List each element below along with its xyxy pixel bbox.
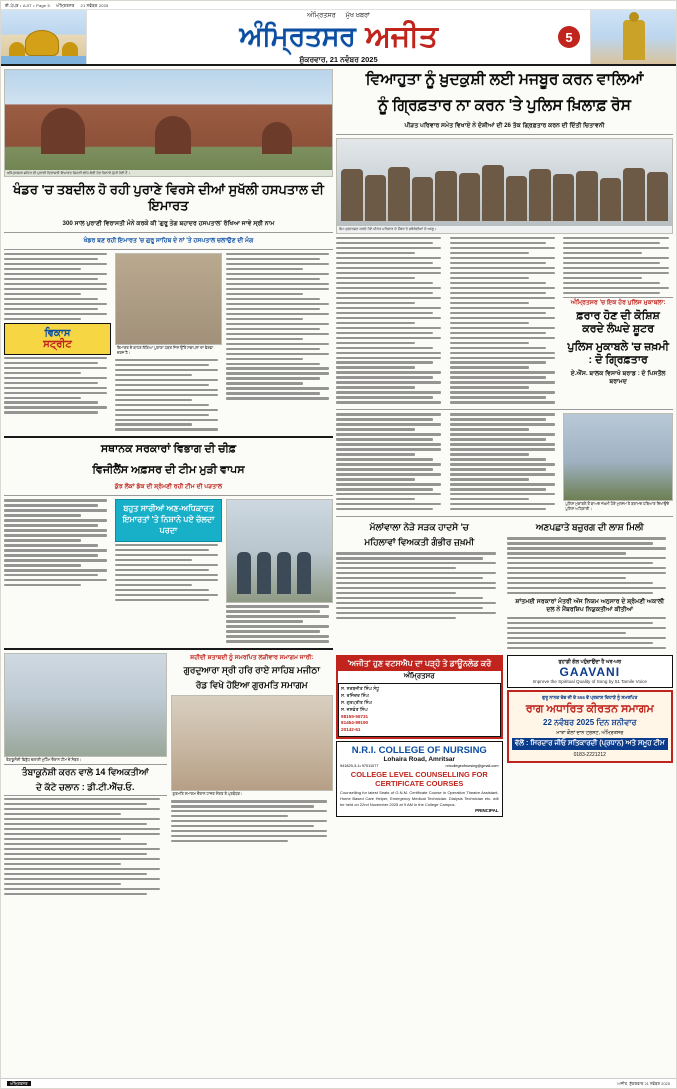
ad-nri-contact-left[interactable]: 941829-3-1• 97011077 — [340, 764, 379, 769]
topstrip-left: ਈ-ਪੇਪਰ • AJIT • Page 5 — [5, 2, 50, 8]
ad-whatsapp-subscribe[interactable] — [336, 655, 503, 739]
gurmat-samagam-photo — [171, 695, 334, 791]
footer-left: ਅੰਮ੍ਰਿਤਸਰ — [7, 1081, 31, 1086]
story2-text-column-2 — [115, 499, 222, 645]
right-lower-col2 — [507, 520, 674, 652]
masthead-sub-right: ਮੁੱਖ ਖ਼ਬਰਾਂ — [345, 11, 370, 19]
protest-crowd-photo — [336, 138, 673, 234]
right-column — [336, 69, 673, 898]
page-number-badge: 5 — [558, 26, 580, 48]
ad-gaavani-brand: GAAVANI — [559, 664, 621, 679]
ads-right — [507, 655, 674, 817]
sants-headline-line1: ਗੁਰਦੁਆਰਾ ਸ੍ਰੀ ਹਰਿ ਰਾਏ ਸਾਹਿਬ ਮਜੀਠਾ — [183, 665, 320, 676]
masthead-city: ਅੰਮ੍ਰਿਤਸਰ — [239, 20, 356, 51]
right-text-column-2 — [450, 237, 560, 406]
police-headline-line1: ਫ਼ਰਾਰ ਹੋਣ ਦੀ ਕੋਸ਼ਿਸ਼ ਕਰਦੇ ਲੰਘਦੇ ਸ਼ੂਟਰ — [576, 309, 660, 336]
ad-kirtan-phones[interactable]: 0183-2221212 — [573, 752, 606, 759]
contact-phone-1[interactable]: 98159-55731 — [341, 713, 369, 719]
lead-body — [336, 237, 673, 406]
story2-kicker: ਕੁੱਝ ਲੋਕਾਂ ਡੱਕ ਦੀ ਸ਼੍ਰੋਮਣੀ ਰਹੀ ਟੀਮ ਦੀ ਪੜਤਾਲ — [114, 483, 223, 491]
ad-kirtan-title: ਰਾਗ ਅਧਾਰਿਤ ਕੀਰਤਨ ਸਮਾਗਮ — [525, 703, 654, 716]
police-photo-caption: ਪੁਲਿਸ ਮੁਕਾਬਲੇ ਤੋਂ ਬਾਅਦ ਜ਼ਖ਼ਮੀ ਹੋਏ ਮੁਲਜ਼ਮ ਤੇ ਬਰਾਮਦ ਹਥਿਆਰ ਦਿਖਾਉਂਦੇ ਪੁਲਿਸ ਅਧਿਕਾਰੀ। — [565, 502, 670, 512]
heritage-building-photo — [4, 69, 333, 177]
ad-kirtan-date: 22 ਨਵੰਬਰ 2025 ਦਿਨ ਸ਼ਨੀਵਾਰ — [543, 718, 637, 728]
footer-right: ਅਜੀਤ, ਸ਼ੁੱਕਰਵਾਰ 21 ਨਵੰਬਰ 2025 — [617, 1081, 670, 1086]
left-lead-deck: 300 ਸਾਲ ਪੁਰਾਣੀ ਵਿਰਾਸਤੀ ਮੰਨੇ ਕਰਕੇ ਕੀ 'ਗੁਰੂ ਤੇਗ ਬਹਾਦਰ ਹਸਪਤਾਲ' ਰੱਖਿਆ ਜਾਵੇ ਸ੍ਰੀ ਨਾਮ — [62, 219, 275, 227]
group-photo-caption: ਤੰਬਾਕੂਨੋਸ਼ੀ ਵਿਰੁੱਧ ਚਲਾਈ ਮੁਹਿੰਮ ਦੌਰਾਨ ਟੀਮ ਦੇ ਮੈਂਬਰ। — [6, 758, 82, 763]
bottom-left-col2 — [171, 653, 334, 898]
text-column-2 — [115, 253, 222, 434]
police-team-photo — [226, 499, 333, 603]
short-story2-headline: ਸ਼ਾਂਤਮਈ ਸਰਕਾਰਾਂ ਮੰਤਰੀ ਅੱਜ ਨਿਯਮ ਅਨੁਸਾਰ ਦੇ ਸ਼੍ਰੋਮਣੀ ਅਕਾਲੀ ਦਲ ਨੇ ਮੈਂਬਰਸ਼ਿਪ ਨਿਯੁਕਤੀਆਂ ਕੀਤੀਆਂ — [515, 597, 665, 614]
lead-headline-line2: ਨੂੰ ਗ੍ਰਿਫ਼ਤਾਰ ਨਾ ਕਰਨ 'ਤੇ ਪੁਲਿਸ ਖ਼ਿਲਾਫ਼ ਰੋਸ — [378, 96, 631, 114]
protest-photo-caption: ਰੋਸ ਪ੍ਰਦਰਸ਼ਨ ਕਰਦੇ ਹੋਏ ਪੀੜਤ ਪਰਿਵਾਰ ਦੇ ਮੈਂਬਰ ਤੇ ਜਥੇਬੰਦੀਆਂ ਦੇ ਆਗੂ। — [337, 226, 672, 232]
sants-headline-line2: ਰੋਡ ਵਿਖੇ ਹੋਇਆ ਗੁਰਮਤਿ ਸਮਾਗਮ — [195, 680, 308, 691]
ad-nri-signature: PRINCIPAL — [475, 807, 499, 813]
ad-gaavani[interactable] — [507, 655, 674, 688]
contact-name-4: ਸ. ਜਸਵੰਤ ਸਿੰਘ — [341, 706, 368, 712]
ad-vikas-street[interactable] — [4, 323, 111, 355]
ad-vikas-line2: ਸਟ੍ਰੀਟ — [43, 338, 72, 350]
ad-nri-contact-right[interactable]: nricollegeofnursing@gmail.com — [445, 764, 499, 769]
accident-headline-line1: ਮੱਲਾਂਵਾਲਾ ਨੇੜੇ ਸੜਕ ਹਾਦਸੇ 'ਚ — [369, 522, 469, 533]
police-headline-line2: ਪੁਲਿਸ ਮੁਕਾਬਲੇ 'ਚ ਜ਼ਖ਼ਮੀ : ਦੋ ਗ੍ਰਿਫ਼ਤਾਰ — [567, 340, 669, 366]
police-text-column-2 — [450, 413, 560, 513]
accident-headline-line2: ਮਹਿਲਾਵਾਂ ਵਿਅਕਤੀ ਗੰਭੀਰ ਜ਼ਖ਼ਮੀ — [364, 537, 475, 548]
ad-nri-college[interactable] — [336, 741, 503, 816]
bottom-left-group — [4, 653, 333, 898]
golden-temple-photo — [1, 10, 87, 64]
contact-phone-3[interactable]: 20142-61 — [341, 727, 361, 733]
right-lower-col1 — [336, 520, 503, 652]
page-body — [1, 66, 676, 901]
sants-photo-caption: ਗੁਰਮਤਿ ਸਮਾਗਮ ਦੌਰਾਨ ਹਾਜ਼ਰ ਸੰਗਤ ਤੇ ਪ੍ਰਬੰਧਕ। — [172, 792, 243, 797]
bottom-left-col1 — [4, 653, 167, 898]
ad-whatsapp-title: 'ਅਜੀਤ' ਹੁਣ ਵਟਸਐਪ ਦਾ ਪੜ੍ਹੋ ਤੇ ਡਾਊਨਲੋਡ ਕਰੋ — [338, 657, 501, 671]
story3-headline-line1: ਤੰਬਾਕੂਨੋਸ਼ੀ ਕਰਨ ਵਾਲੇ 14 ਵਿਅਕਤੀਆਂ — [21, 767, 149, 778]
lead-headline-line1: ਵਿਆਹੁਤਾ ਨੂੰ ਖ਼ੁਦਕੁਸ਼ੀ ਲਈ ਮਜਬੂਰ ਕਰਨ ਵਾਲਿਆਂ — [365, 71, 644, 88]
police-bullet: ਏ.ਐੱਸ. ਬਾਲਕ ਵਿਸਾਖੋ ਬਰਾਡ : ਦੋ ਪਿਸਤੌਲ ਬਰਾਮਦ — [570, 370, 666, 386]
page-footer — [1, 1078, 676, 1088]
right-text-column-1 — [336, 237, 446, 406]
heritage-photo-caption: ਅੰਮ੍ਰਿਤਸਰ ਸ਼ਹਿਰ ਦੀ ਪੁਰਾਣੀ ਵਿਰਾਸਤੀ ਇਮਾਰਤ ਜਿਹੜੀ ਢਹਿ-ਢੇਰੀ ਹੋਣ ਕਿਨਾਰੇ ਪੁੱਜੀ ਹੋਈ ਹੈ। — [5, 170, 332, 176]
contact-name-3: ਸ. ਗੁਰਪ੍ਰੀਤ ਸਿੰਘ — [341, 699, 373, 705]
left-lead-headline: ਖੰਡਰ 'ਚ ਤਬਦੀਲ ਹੋ ਰਹੀ ਪੁਰਾਣੇ ਵਿਰਸੇ ਦੀਆਂ ਸੁਖੱਲੀ ਹਸਪਤਾਲ ਦੀ ਇਮਾਰਤ — [13, 182, 324, 213]
top-info-strip — [1, 1, 676, 10]
story3-headline-line2: ਦੇ ਕੱਟੇ ਚਲਾਨ : ਡੀ.ਟੀ.ਐੱਚ.ਓ. — [36, 782, 135, 793]
ad-gaavani-line1: ਤੁਹਾਡੀ ਗੱਲ ਪਹੁੰਚਾਉਂਦਾ ਹੈ ਘਰ-ਘਰ — [558, 658, 622, 665]
masthead-date: ਸ਼ੁੱਕਰਵਾਰ, 21 ਨਵੰਬਰ 2025 — [299, 54, 378, 64]
text-column-3 — [226, 253, 333, 434]
left-column — [4, 69, 333, 898]
ads-left — [336, 655, 503, 817]
ad-whatsapp-city: ਅੰਮ੍ਰਿਤਸਰ — [403, 672, 435, 680]
plaque-photo — [115, 253, 222, 345]
left-lead-strapline: ਖੰਡਰ ਬਣ ਰਹੀ ਇਮਾਰਤ 'ਚ ਗੁਰੂ ਸਾਹਿਬ ਦੇ ਨਾਂ 'ਤੇ ਹਸਪਤਾਲ ਚਲਾਉਣ ਦੀ ਮੰਗ — [83, 236, 254, 244]
lead-deck: ਪੀੜਤ ਪਰਿਵਾਰ ਸਮੇਤ ਵਿਖਾਏ ਨੇ ਦੋਸ਼ੀਆਂ ਦੀ 26 ਤੱਕ ਗ੍ਰਿਫ਼ਤਾਰ ਕਰਨ ਦੀ ਦਿੱਤੀ ਚਿਤਾਵਨੀ — [404, 121, 605, 129]
masthead-paper-name: ਅਜੀਤ — [365, 19, 438, 53]
story2-text-column-3 — [226, 499, 333, 645]
masthead — [1, 10, 676, 66]
ad-kirtan-top: ਗੁਰੂ ਨਾਨਕ ਦੇਵ ਜੀ ਦੇ 556 ਵੇਂ ਪ੍ਰਕਾਸ਼ ਦਿਹਾੜੇ ਨੂੰ ਸਮਰਪਿਤ — [542, 694, 638, 700]
contact-phone-2[interactable]: 81464-89190 — [341, 720, 369, 726]
police-officers-photo — [563, 413, 673, 501]
ad-gaavani-tagline: Improve the Spiritual Quality of Song by 51 Tamile Voice — [532, 678, 647, 684]
ad-nri-title: N.R.I. COLLEGE OF NURSING — [351, 745, 487, 757]
ad-illegal-buildings[interactable]: ਬਹੁਤ ਸਾਰੀਆਂ ਅਣ-ਅਧਿਕਾਰਤ ਇਮਾਰਤਾਂ 'ਤੇ ਨਿਸ਼ਾਨੇ ਪਏ ਚੱਲਦਾ ਪਰਦਾ — [115, 499, 222, 541]
police-text-column-1 — [336, 413, 446, 513]
story2-text-column-1 — [4, 499, 111, 645]
police-story-kicker: ਅੰਮ੍ਰਿਤਸਰ 'ਚ ਇਕ ਹੋਰ ਪੁਲਿਸ ਮੁਕਾਬਲਾ: — [570, 298, 666, 306]
right-lower-group — [336, 520, 673, 652]
police-body — [336, 413, 673, 513]
right-text-column-3 — [563, 237, 673, 406]
plaque-photo-caption: ਇਮਾਰਤ ਦੇ ਬਾਹਰ ਲੱਗਿਆ ਪੁਰਾਣਾ ਪੱਥਰ ਜਿਸ ਉੱਤੇ ਸਥਾਪਨਾ ਦਾ ਵੇਰਵਾ ਦਰਜ ਹੈ। — [117, 345, 214, 355]
contact-name-2: ਸ. ਰਜਿੰਦਰ ਸਿੰਘ — [341, 692, 370, 698]
sants-kicker: ਸ਼ਹੀਦੀ ਸ਼ਤਾਬਦੀ ਨੂੰ ਸਮਰਪਿਤ ਲੜੀਵਾਰ ਸਮਾਗਮ ਜਾਰੀ: — [190, 654, 314, 662]
antitobacco-group-photo — [4, 653, 167, 757]
story2-headline-line1: ਸਥਾਨਕ ਸਰਕਾਰਾਂ ਵਿਭਾਗ ਦੀ ਚੀਫ਼ — [100, 443, 237, 456]
masthead-sub-left: ਅੰਮ੍ਰਿਤਸਰ — [307, 11, 336, 19]
ad-kirtan-venue: ਮਾਤਾ ਕੌਲਾਂ ਦਾਨ ਟ੍ਰਸਟ, ਅੰਮ੍ਰਿਤਸਰ — [556, 730, 624, 737]
ad-nri-banner: COLLEGE LEVEL COUNSELLING FOR CERTIFICATE COURSES — [350, 770, 488, 789]
ad-whatsapp-contacts — [338, 683, 501, 737]
ad-kirtan-footer: ਵੱਲੋਂ : ਸਿਰਦਾਰ ਜੀਓ ਸਤਿਕਾਰਦੀ (ਪ੍ਰਧਾਨ) ਅਤੇ ਸਮੂਹ ਟੀਮ — [512, 738, 669, 750]
story2-body — [4, 499, 333, 645]
ads-row — [336, 655, 673, 817]
masthead-center — [87, 10, 590, 64]
topstrip-right: 21 ਨਵੰਬਰ 2025 — [80, 2, 109, 8]
ad-nri-body: Counselling for latest Seats of G.N.M. Certificate Course in Operation Theatre Assistant, Home Based Care Helper, Emergency Medical Technician. Dialysis Technician etc. will be held on 22nd November 2025 at 9 AM in the College Campus. — [340, 790, 499, 807]
ad-kirtan-samagam[interactable] — [507, 690, 674, 763]
clock-tower-photo — [590, 10, 676, 64]
ad-vikas-line1: ਵਿਕਾਸ — [44, 327, 71, 339]
contact-name-1: ਸ. ਸਰਬਜੀਤ ਸਿੰਘ ਸੰਧੂ — [341, 685, 380, 691]
ad-nri-subtitle: Lohaira Road, Amritsar — [383, 756, 456, 764]
short-story1-headline: ਅਣਪਛਾਤੇ ਬਜ਼ੁਰਗ ਦੀ ਲਾਸ਼ ਮਿਲੀ — [535, 522, 644, 533]
left-lead-body — [4, 253, 333, 434]
story2-headline-line2: ਵਿਜੀਲੈਂਸ ਅਫ਼ਸਰ ਦੀ ਟੀਮ ਮੁੜੀ ਵਾਪਸ — [92, 463, 245, 476]
text-column-1 — [4, 253, 111, 434]
topstrip-mid: ਅੰਮ੍ਰਿਤਸਰ — [55, 2, 75, 8]
police-photo-wrap — [563, 413, 673, 513]
